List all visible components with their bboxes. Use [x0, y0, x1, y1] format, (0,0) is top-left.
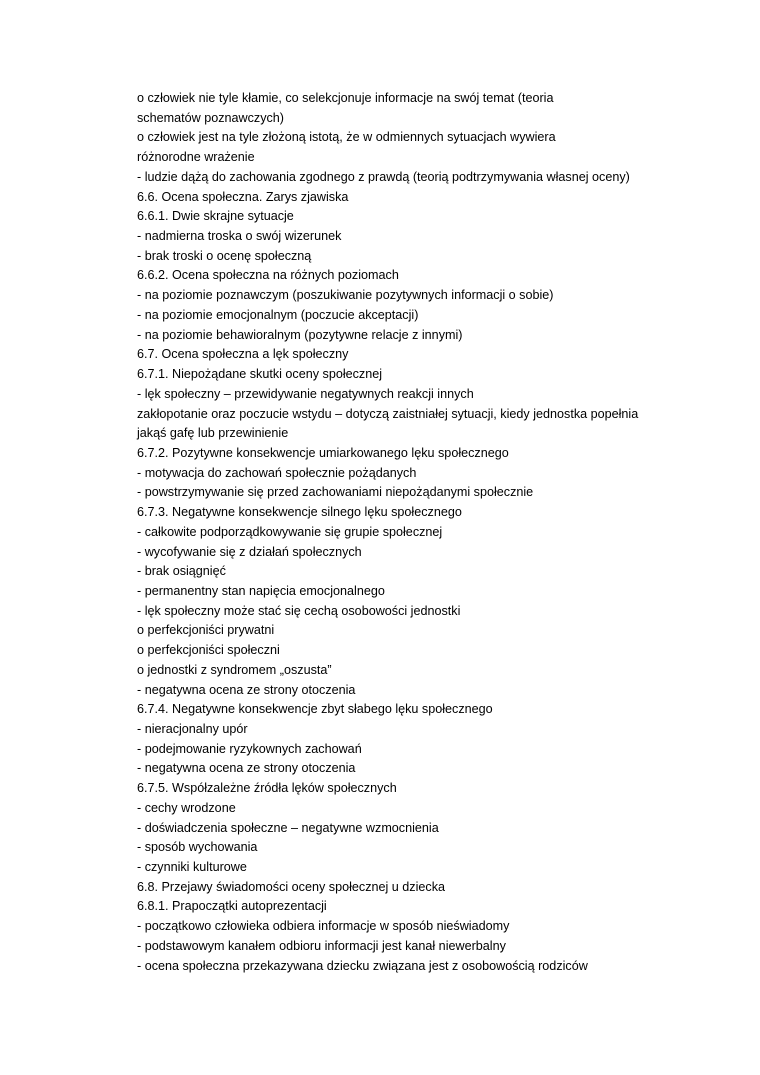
text-line: - brak osiągnięć — [137, 564, 226, 579]
text-line: - podstawowym kanałem odbioru informacji jest kanał niewerbalny — [137, 938, 506, 953]
text-line: - lęk społeczny – przewidywanie negatywnych reakcji innych — [137, 386, 474, 401]
text-line: - nieracjonalny upór — [137, 722, 248, 736]
text-line: - ludzie dążą do zachowania zgodnego z prawdą (teorią podtrzymywania własnej oceny) — [137, 169, 630, 184]
text-line: - brak troski o ocenę społeczną — [137, 248, 312, 263]
text-line: - początkowo człowieka odbiera informacje w sposób nieświadomy — [137, 919, 510, 934]
subsection-heading: 6.6.2. Ocena społeczna na różnych poziomach — [137, 268, 399, 283]
text-line: - motywacja do zachowań społecznie pożądanych — [137, 465, 417, 480]
subsection-heading: 6.7.5. Współzależne źródła lęków społecznych — [137, 781, 397, 796]
text-line: jakąś gafę lub przewinienie — [137, 426, 289, 441]
subsection-heading: 6.6.1. Dwie skrajne sytuacje — [137, 209, 294, 224]
text-line: - sposób wychowania — [137, 840, 258, 855]
subsection-heading: 6.8.1. Prapoczątki autoprezentacji — [137, 899, 327, 914]
text-line: o człowiek jest na tyle złożoną istotą, że w odmiennych sytuacjach wywiera — [137, 130, 556, 145]
text-line: - całkowite podporządkowywanie się grupie społecznej — [137, 524, 443, 539]
document-text-body — [137, 89, 657, 976]
text-line: - nadmierna troska o swój wizerunek — [137, 229, 342, 244]
text-line: - negatywna ocena ze strony otoczenia — [137, 761, 356, 776]
text-line: - lęk społeczny może stać się cechą osobowości jednostki — [137, 603, 461, 618]
text-line: - na poziomie behawioralnym (pozytywne relacje z innymi) — [137, 327, 463, 342]
text-line: - permanentny stan napięcia emocjonalnego — [137, 583, 385, 598]
text-line: - doświadczenia społeczne – negatywne wzmocnienia — [137, 820, 439, 835]
text-line: - na poziomie emocjonalnym (poczucie akceptacji) — [137, 307, 419, 322]
text-line: - na poziomie poznawczym (poszukiwanie pozytywnych informacji o sobie) — [137, 288, 554, 303]
text-line: o człowiek nie tyle kłamie, co selekcjonuje informacje na swój temat (teoria — [137, 91, 554, 105]
section-heading: 6.8. Przejawy świadomości oceny społecznej u dziecka — [137, 879, 445, 894]
subsection-heading: 6.7.1. Niepożądane skutki oceny społecznej — [137, 367, 383, 382]
text-line: o jednostki z syndromem „oszusta” — [137, 662, 332, 677]
text-line: o perfekcjoniści społeczni — [137, 643, 280, 658]
subsection-heading: 6.7.2. Pozytywne konsekwencje umiarkowanego lęku społecznego — [137, 445, 509, 460]
text-line: o perfekcjoniści prywatni — [137, 623, 275, 638]
text-line: - negatywna ocena ze strony otoczenia — [137, 682, 356, 697]
section-heading: 6.6. Ocena społeczna. Zarys zjawiska — [137, 189, 349, 204]
text-line: schematów poznawczych) — [137, 110, 284, 125]
section-heading: 6.7. Ocena społeczna a lęk społeczny — [137, 347, 349, 362]
text-line: - ocena społeczna przekazywana dziecku związana jest z osobowością rodziców — [137, 958, 588, 973]
text-line: zakłopotanie oraz poczucie wstydu – dotyczą zaistniałej sytuacji, kiedy jednostka popełnia — [137, 406, 639, 421]
subsection-heading: 6.7.4. Negatywne konsekwencje zbyt słabego lęku społecznego — [137, 702, 493, 717]
text-line: - podejmowanie ryzykownych zachowań — [137, 741, 362, 756]
text-line: - powstrzymywanie się przed zachowaniami niepożądanymi społecznie — [137, 485, 534, 500]
text-line: - wycofywanie się z działań społecznych — [137, 544, 362, 559]
text-line: - cechy wrodzone — [137, 800, 236, 815]
text-line: różnorodne wrażenie — [137, 150, 255, 165]
subsection-heading: 6.7.3. Negatywne konsekwencje silnego lęku społecznego — [137, 505, 462, 520]
text-line: - czynniki kulturowe — [137, 860, 247, 875]
